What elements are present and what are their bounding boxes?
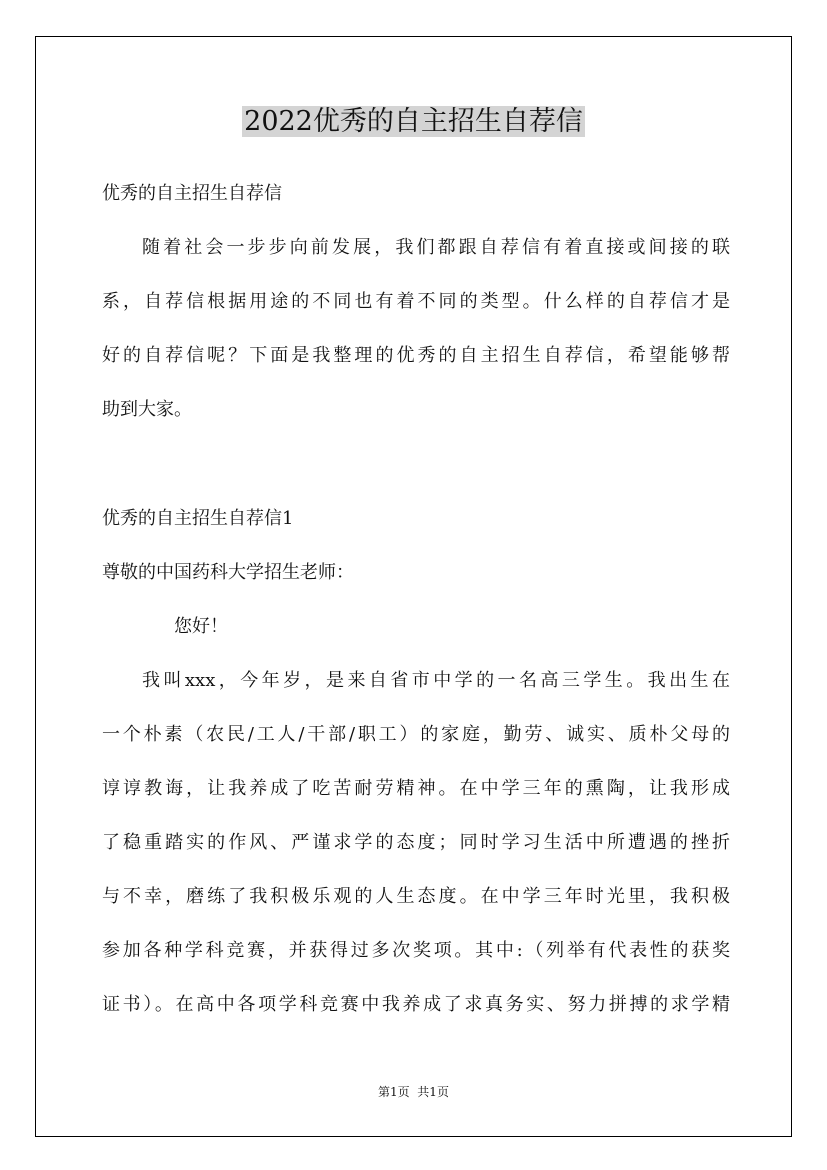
body-line: 谆谆教诲，让我养成了吃苦耐劳精神。在中学三年的熏陶，让我形成 <box>102 778 730 799</box>
page-footer <box>0 1082 827 1102</box>
subtitle-text: 优秀的自主招生自荐信 <box>102 183 282 204</box>
letter-heading-text: 优秀的自主招生自荐信1 <box>102 508 294 529</box>
salutation-text: 尊敬的中国药科大学招生老师： <box>102 562 354 583</box>
intro-line: 好的自荐信呢？下面是我整理的优秀的自主招生自荐信，希望能够帮 <box>102 345 730 366</box>
intro-paragraph <box>102 221 730 437</box>
document-title <box>0 100 827 144</box>
greeting <box>102 600 730 654</box>
subtitle <box>102 167 730 221</box>
intro-line: 随着社会一步步向前发展，我们都跟自荐信有着直接或间接的联 <box>142 237 730 258</box>
page-number: 第1页 共1页 <box>378 1085 449 1099</box>
body-line: 了稳重踏实的作风、严谨求学的态度；同时学习生活中所遭遇的挫折 <box>102 832 730 853</box>
greeting-text: 您好！ <box>174 616 228 637</box>
intro-line: 助到大家。 <box>102 399 192 420</box>
document-title-text: 2022优秀的自主招生自荐信 <box>244 106 583 137</box>
letter-body <box>102 654 730 1032</box>
letter-heading <box>102 492 730 546</box>
body-line: 我叫xxx，今年岁，是来自省市中学的一名高三学生。我出生在 <box>142 670 730 691</box>
body-line: 证书）。在高中各项学科竞赛中我养成了求真务实、努力拼搏的求学精 <box>102 994 730 1015</box>
body-line: 一个朴素（农民/工人/干部/职工）的家庭，勤劳、诚实、质朴父母的 <box>102 724 730 745</box>
body-line: 参加各种学科竞赛，并获得过多次奖项。其中:（列举有代表性的获奖 <box>102 940 730 961</box>
intro-line: 系，自荐信根据用途的不同也有着不同的类型。什么样的自荐信才是 <box>102 291 730 312</box>
salutation <box>102 546 730 600</box>
body-line: 与不幸，磨练了我积极乐观的人生态度。在中学三年时光里，我积极 <box>102 886 730 907</box>
